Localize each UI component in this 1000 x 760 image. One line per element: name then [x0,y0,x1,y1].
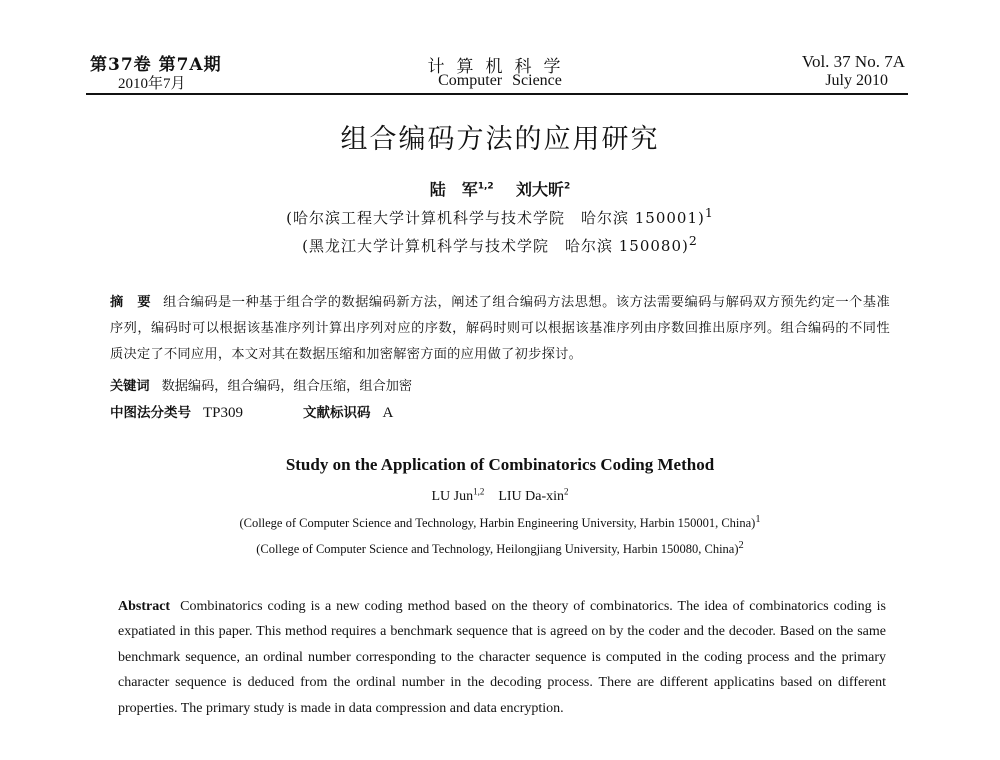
affiliation-sup: 2 [738,540,744,551]
abstract-text-en: Combinatorics coding is a new coding method based on the theory of combinatorics. The idea of combinatorics coding is expatiated in this paper. This method requires a benchmark sequence that is agreed on by the coder and the decoder. Based on the same benchmark sequence, an ordinal number corresponding to the character sequence is computed in the coding process and the primary character sequence is deduced from the ordinal number in the decoding process. There are different applicatins based on different properties. The primary study is made in data compression and data encryption. [118,599,886,716]
affiliation-en-1 [0,514,1000,531]
author-sup: 2 [564,486,569,496]
abstract-label-en: Abstract [118,599,171,614]
author-name: LIU Da-xin [498,488,565,504]
clc-label: 中图法分类号 [110,405,191,421]
volume-issue-en: Vol. 37 No. 7A [801,52,905,71]
doc-code-label: 文献标识码 [303,405,371,421]
affiliation-text: (College of Computer Science and Technology, Heilongjiang University, Harbin 150080, China) [256,542,739,557]
doc-code-value: A [382,405,394,421]
volume-issue-cn: 第37卷 第7A期 [90,55,222,75]
header-rule [86,93,908,95]
paper-title-cn: 组合编码方法的应用研究 [340,124,660,155]
keywords-cn [110,375,412,394]
affiliation-en-2 [0,540,1000,557]
date-en: July 2010 [825,72,888,89]
authors-cn [0,177,1000,200]
author-en-1 [431,486,485,504]
affiliation-cn-2 [0,233,1000,256]
affiliation-sup: 2 [688,233,698,248]
affiliation-text: (哈尔滨工程大学计算机科学与技术学院 哈尔滨 150001) [286,209,705,227]
author-en-2 [498,486,569,504]
classification-cn [110,401,453,422]
keywords-label-cn: 关键词 [110,379,150,394]
abstract-en [118,594,886,721]
author-sup: 2 [564,181,571,192]
keywords-text-cn: 数据编码，组合编码，组合压缩，组合加密 [161,379,413,394]
abstract-cn [110,290,890,368]
clc-value: TP309 [203,405,244,421]
abstract-label-cn: 摘 要 [110,295,152,310]
affiliation-cn-1 [0,205,1000,228]
affiliation-text: (College of Computer Science and Technology, Harbin Engineering University, Harbin 150001, China) [239,516,756,531]
author-sup: 1,2 [477,181,494,192]
journal-name-cn: 计算机科学 [427,57,573,77]
author-name: LU Jun [431,488,474,504]
affiliation-text: (黑龙江大学计算机科学与技术学院 哈尔滨 150080) [302,237,689,255]
author-name: 陆 军 [429,180,478,199]
author-sup: 1,2 [473,486,485,496]
date-cn: 2010年7月 [118,76,186,92]
affiliation-sup: 1 [755,514,761,525]
journal-name-en: Computer Science [438,72,562,89]
author-name: 刘大昕 [515,180,564,199]
authors-en [0,486,1000,505]
paper-title-en: Study on the Application of Combinatorics Coding Method [285,455,715,474]
affiliation-sup: 1 [704,205,714,220]
abstract-text-cn: 组合编码是一种基于组合学的数据编码新方法，阐述了组合编码方法思想。该方法需要编码与解码双方预先约定一个基准序列，编码时可以根据该基准序列计算出序列对应的序数，解码时则可以根据该基准序列由序数回推出原序列。组合编码的不同性质决定了不同应用，本文对其在数据压缩和加密解密方面的应用做了初步探讨。 [110,295,890,362]
